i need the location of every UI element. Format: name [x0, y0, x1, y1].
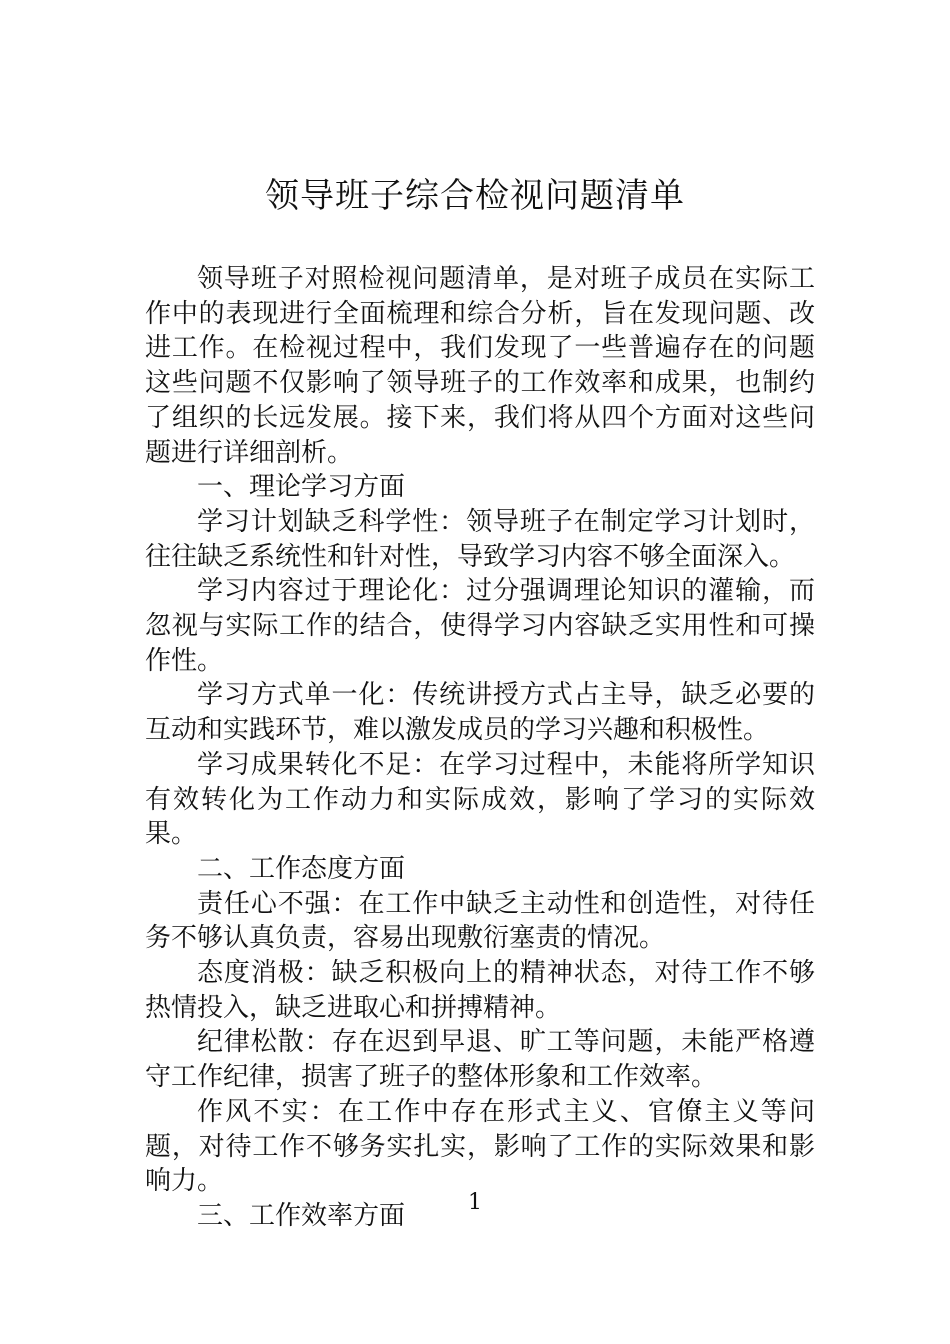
intro-paragraph: 领导班子对照检视问题清单，是对班子成员在实际工作中的表现进行全面梳理和综合分析，旨在发现问题、改进工作。在检视过程中，我们发现了一些普遍存在的问题这些问题不仅影响了领导班子的工作效率和成果，也制约了组织的长远发展。接下来，我们将从四个方面对这些问题进行详细剖析。 [145, 264, 815, 468]
section-item: 态度消极：缺乏积极向上的精神状态，对待工作不够热情投入，缺乏进取心和拼搏精神。 [145, 958, 815, 1023]
section-item: 学习成果转化不足：在学习过程中，未能将所学知识有效转化为工作动力和实际成效，影响了学习的实际效果。 [145, 749, 815, 850]
page-number: 1 [468, 1190, 482, 1215]
section-item: 纪律松散：存在迟到早退、旷工等问题，未能严格遵守工作纪律，损害了班子的整体形象和工作效率。 [145, 1027, 815, 1093]
section-item: 学习方式单一化：传统讲授方式占主导，缺乏必要的互动和实践环节，难以激发成员的学习兴趣和积极性。 [145, 680, 815, 746]
section-heading: 三、工作效率方面 [197, 1200, 406, 1231]
section-heading: 二、工作态度方面 [197, 853, 406, 884]
document-body [145, 262, 815, 1234]
section-item: 学习计划缺乏科学性：领导班子在制定学习计划时，往往缺乏系统性和针对性，导致学习内容不够全面深入。 [145, 506, 815, 572]
section-heading: 一、理论学习方面 [197, 472, 406, 503]
section-item: 责任心不强：在工作中缺乏主动性和创造性，对待任务不够认真负责，容易出现敷衍塞责的情况。 [145, 888, 815, 954]
section-item: 作风不实：在工作中存在形式主义、官僚主义等问题，对待工作不够务实扎实，影响了工作的实际效果和影响力。 [145, 1096, 815, 1197]
document-title: 领导班子综合检视问题清单 [265, 176, 685, 216]
section-item: 学习内容过于理论化：过分强调理论知识的灌输，而忽视与实际工作的结合，使得学习内容缺乏实用性和可操作性。 [145, 576, 815, 676]
